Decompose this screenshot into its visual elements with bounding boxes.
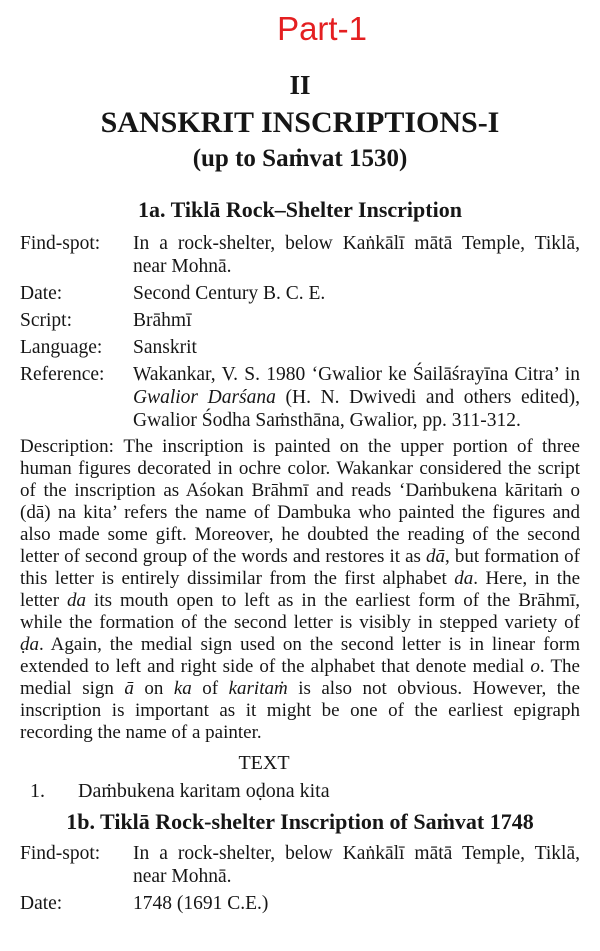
field-row-script-1a: [20, 309, 580, 332]
field-row-findspot-1a: [20, 232, 580, 278]
field-label-findspot-1b: Find-spot:: [20, 843, 101, 864]
field-label-date-1a: Date:: [20, 283, 63, 304]
field-label-script-1a: Script:: [20, 310, 72, 331]
section-1b-heading: 1b. Tiklā Rock-shelter Inscription of Saṁvat 1748: [66, 809, 534, 834]
field-value-findspot-1b: In a rock-shelter, below Kaṅkālī mātā Temple, Tiklā, near Mohnā.: [133, 843, 580, 887]
field-row-reference-1a: [20, 363, 580, 432]
field-value-script-1a: Brāhmī: [133, 310, 192, 331]
field-row-language-1a: [20, 336, 580, 359]
section-1a-heading: 1a. Tiklā Rock–Shelter Inscription: [138, 197, 462, 222]
field-label-reference-1a: Reference:: [20, 364, 105, 385]
field-value-reference-1a: Wakankar, V. S. 1980 ‘Gwalior ke Śailāśrayīna Citra’ in Gwalior Darśana (H. N. Dwivedi and others edited), Gwalior Śodha Saṁsthāna, Gwalior, pp. 311-312.: [133, 364, 580, 431]
field-label-findspot-1a: Find-spot:: [20, 233, 101, 254]
chapter-number: II: [289, 70, 311, 100]
inscription-line-number: 1.: [30, 780, 45, 802]
field-value-date-1b: 1748 (1691 C.E.): [133, 893, 269, 914]
inscription-line-text: Daṁbukena karitam oḍona kita: [78, 780, 330, 802]
field-label-date-1b: Date:: [20, 893, 63, 914]
field-row-findspot-1b: [20, 842, 580, 888]
field-value-date-1a: Second Century B. C. E.: [133, 283, 326, 304]
description-paragraph: Description: The inscription is painted on the upper portion of three human figures decorated in ochre color. Wakankar considered the script of the inscription as Aśokan Brāhmī and reads ‘Daṁbukena kāritaṁ o (dā) na kita’ refers the name of Dambuka who painted the figures and also made some gift. Moreover, he doubted the reading of the second letter of second group of the words and restores it as dā, but formation of this letter is entirely dissimilar from the first alphabet da. Here, in the letter da its mouth open to left as in the earliest form of the Brāhmī, while the formation of the second letter is visibly in stepped variety of ḍa. Again, the medial sign used on the second letter is in linear form extended to left and right side of the alphabet that denote medial o. The medial sign ā on ka of karitaṁ is also not obvious. However, the inscription is important as it might be one of the earliest epigraph recording the name of a painter.: [20, 436, 581, 743]
text-section-heading: TEXT: [238, 752, 290, 774]
chapter-title: SANSKRIT INSCRIPTIONS-I: [100, 106, 500, 139]
field-row-date-1a: [20, 282, 580, 305]
inscription-line: [20, 780, 580, 803]
field-value-language-1a: Sanskrit: [133, 337, 197, 358]
field-value-findspot-1a: In a rock-shelter, below Kaṅkālī mātā Temple, Tiklā, near Mohnā.: [133, 233, 580, 277]
part-label: Part-1: [277, 10, 367, 47]
field-label-language-1a: Language:: [20, 337, 103, 358]
field-row-date-1b: [20, 892, 580, 915]
chapter-subtitle: (up to Saṁvat 1530): [192, 145, 408, 172]
